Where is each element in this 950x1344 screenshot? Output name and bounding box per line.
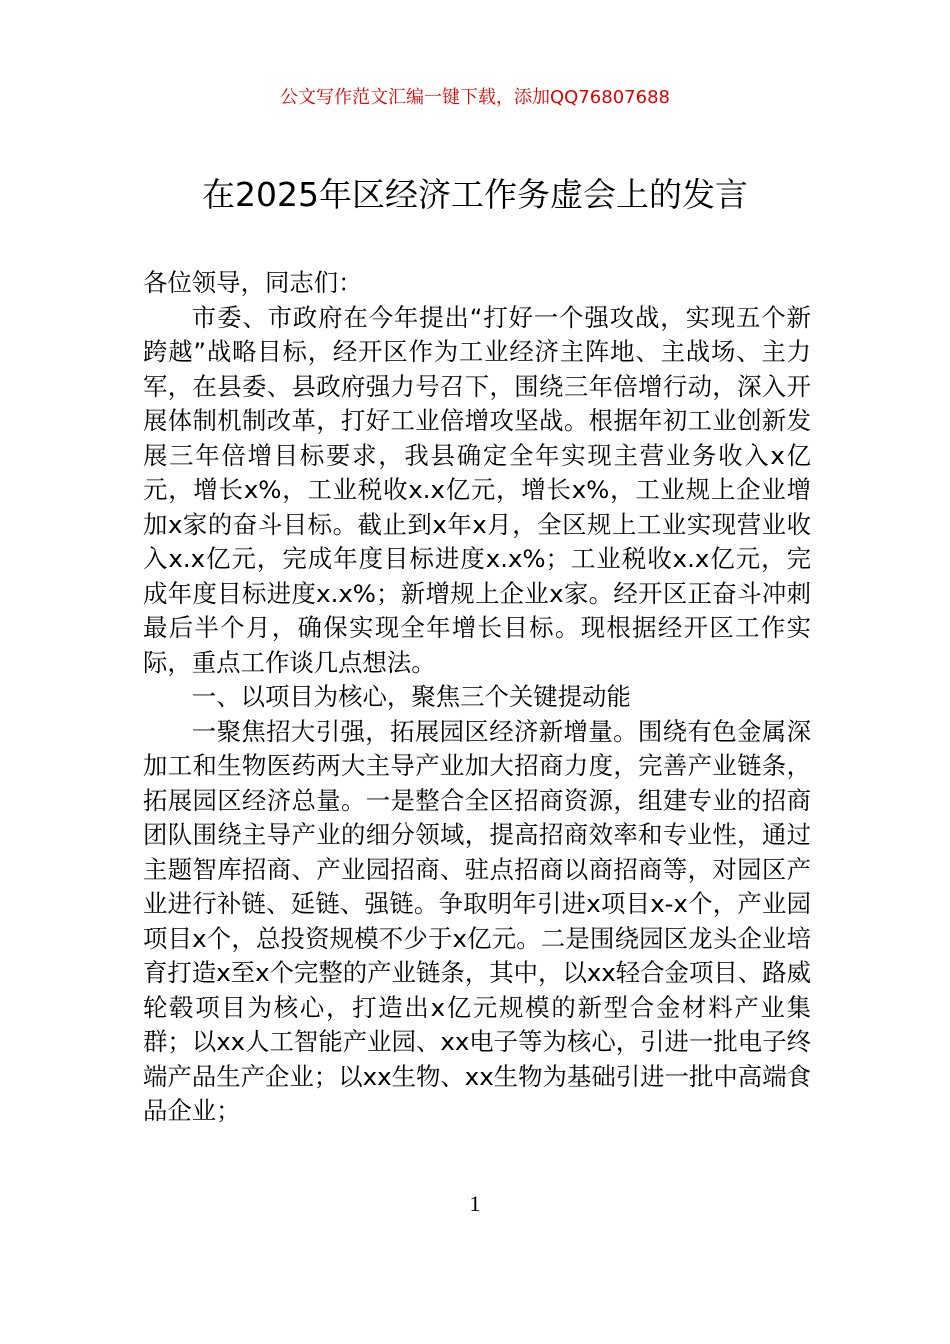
section-heading: 一、以项目为核心，聚焦三个关键提动能	[191, 682, 631, 711]
paragraph-body: 一聚焦招大引强，拓展园区经济新增量。围绕有色金属深加工和生物医药两大主导产业加大招商力度，完善产业链条，拓展园区经济总量。一是整合全区招商资源，组建专业的招商团队围绕主导产业的细分领域，提高招商效率和专业性，通过主题智库招商、产业园招商、驻点招商以商招商等，对园区产业进行补链、延链、强链。争取明年引进x项目x-x个，产业园项目x个，总投资规模不少于x亿元。二是围绕园区龙头企业培育打造x至x个完整的产业链条，其中，以xx轻合金项目、路威轮毂项目为核心，打造出x亿元规模的新型合金材料产业集群；以xx人工智能产业园、xx电子等为核心，引进一批电子终端产品生产企业；以xx生物、xx生物为基础引进一批中高端食品企业；	[143, 716, 811, 1125]
salutation: 各位领导，同志们：	[143, 268, 363, 297]
document-title: 在2025年区经济工作务虚会上的发言	[202, 175, 748, 214]
page-number: 1	[469, 1191, 481, 1216]
document-body	[143, 266, 811, 1129]
paragraph-intro: 市委、市政府在今年提出“打好一个强攻战，实现五个新跨越”战略目标，经开区作为工业经济主阵地、主战场、主力军，在县委、县政府强力号召下，围绕三年倍增行动，深入开展体制机制改革，打好工业倍增攻坚战。根据年初工业创新发展三年倍增目标要求，我县确定全年实现主营业务收入x亿元，增长x%，工业税收x.x亿元，增长x%，工业规上企业增加x家的奋斗目标。截止到x年x月，全区规上工业实现营业收入x.x亿元，完成年度目标进度x.x%；工业税收x.x亿元，完成年度目标进度x.x%；新增规上企业x家。经开区正奋斗冲刺最后半个月，确保实现全年增长目标。现根据经开区工作实际，重点工作谈几点想法。	[143, 302, 811, 677]
watermark-banner: 公文写作范文汇编一键下载，添加QQ76807688	[280, 87, 670, 108]
